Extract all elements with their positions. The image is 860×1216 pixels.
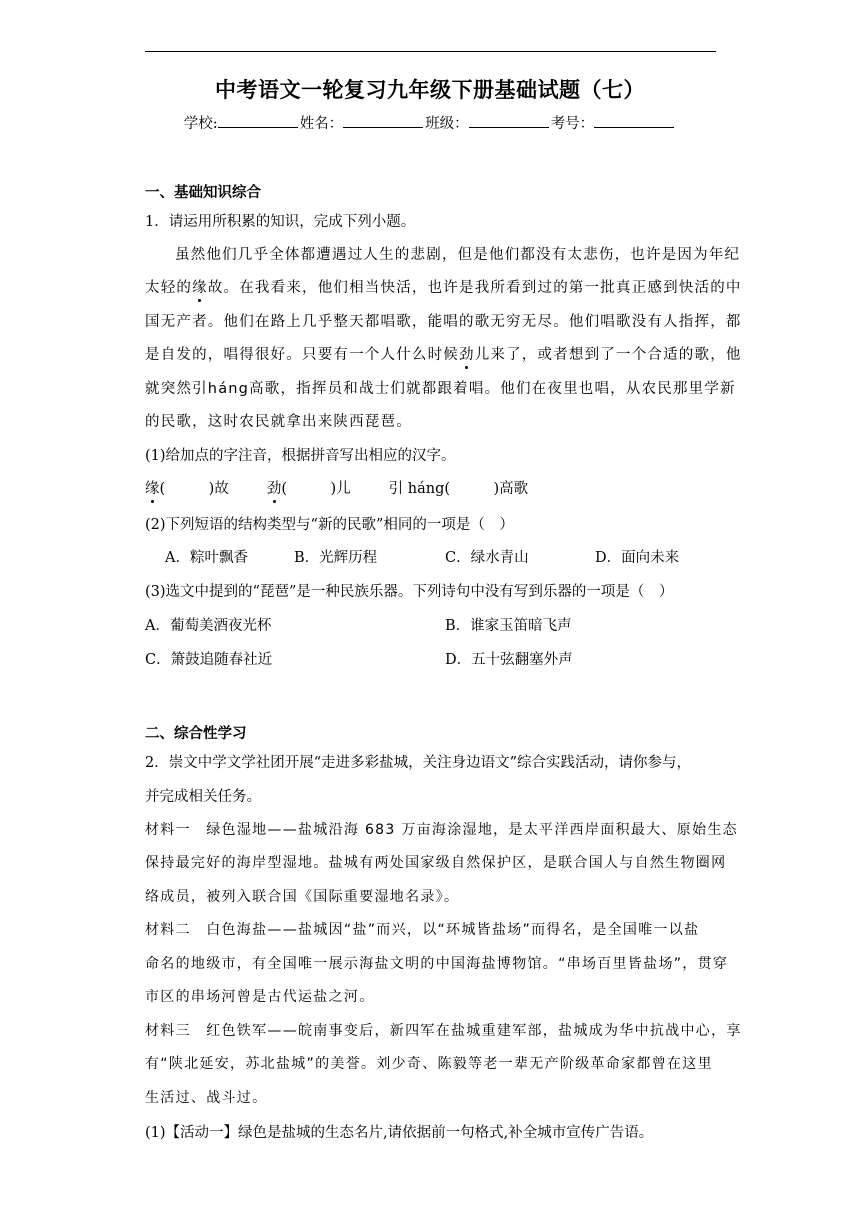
passage-line: 虽然他们几乎全体都遭遇过人生的悲剧，但是他们都没有太悲伤，也许是因为年纪 (175, 247, 741, 263)
material-line: 络成员，被列入联合国《国际重要湿地名录》。 (145, 889, 460, 905)
section-heading-1: 一、基础知识综合 (145, 184, 261, 201)
question-2-prompt: 2．崇文中学文学社团开展“走进多彩盐城，关注身边语文”综合实践活动，请你参与， (145, 755, 692, 771)
student-info-line (0, 112, 860, 133)
answer-blank[interactable]: 引 háng( )高歌 (388, 481, 529, 497)
passage-line: 的民歌，这时农民就拿出来陕西琵琶。 (145, 414, 412, 430)
dotted-char: 劲 (266, 481, 282, 497)
passage-line: 太轻的缘故。在我看来，他们相当快活，也许是我所看到过的第一批真正感到快活的中 (145, 280, 742, 296)
dotted-char: 劲 (459, 347, 475, 363)
class-label: 班级： (425, 116, 469, 132)
sub-question-2: (2)下列短语的结构类型与“新的民歌”相同的一项是（ ） (145, 517, 514, 533)
number-blank[interactable] (594, 113, 674, 128)
sub-question-1: (1)给加点的字注音，根据拼音写出相应的汉字。 (145, 448, 456, 464)
material-line: 生活过、战斗过。 (145, 1090, 268, 1106)
passage-line: 是自发的，唱得很好。只要有一个人什么时候劲儿来了，或者想到了一个合适的歌，他 (145, 347, 742, 363)
material-line: 材料三 红色铁军——皖南事变后，新四军在盐城重建军部，盐城成为华中抗战中心，享 (145, 1023, 742, 1039)
question-1-prompt: 1．请运用所积累的知识，完成下列小题。 (145, 214, 416, 230)
option-c[interactable]: C．箫鼓追随春社近 (145, 652, 273, 668)
answer-blank[interactable]: ( )故 (159, 481, 229, 497)
dotted-char: 缘 (192, 280, 208, 296)
option-a[interactable]: A．葡萄美酒夜光杯 (145, 618, 272, 634)
material-line: 命名的地级市，有全国唯一展示海盐文明的中国海盐博物馆。“串场百里皆盐场”，贯穿 (145, 956, 729, 972)
number-label: 考号： (550, 116, 595, 132)
option-a[interactable]: A．粽叶飘香 (165, 550, 248, 566)
name-blank[interactable] (343, 113, 423, 128)
passage-line: 就突然引háng高歌，指挥员和战士们就都跟着唱。他们在夜里也唱，从农民那里学新 (145, 381, 736, 397)
answer-blank[interactable]: ( )儿 (281, 481, 351, 497)
school-label: 学校: (183, 116, 218, 132)
question-2-prompt-cont: 并完成相关任务。 (145, 789, 261, 805)
sub-question-3: (3)选文中提到的“琵琶”是一种民族乐器。下列诗句中没有写到乐器的一项是（ ） (145, 584, 674, 600)
section-heading-2: 二、综合性学习 (145, 725, 247, 742)
option-b[interactable]: B．谁家玉笛暗飞声 (445, 618, 572, 634)
activity-1-prompt: (1)【活动一】绿色是盐城的生态名片,请依据前一句格式,补全城市宣传广告语。 (145, 1125, 654, 1141)
sub-question-1-items (145, 477, 528, 498)
name-label: 姓名： (299, 116, 344, 132)
option-d[interactable]: D．面向未来 (595, 550, 680, 566)
header-rule (145, 51, 716, 52)
material-line: 有“陕北延安，苏北盐城”的美誉。刘少奇、陈毅等老一辈无产阶级革命家都曾在这里 (145, 1056, 713, 1072)
class-blank[interactable] (469, 113, 549, 128)
page-title: 中考语文一轮复习九年级下册基础试题（七） (215, 77, 645, 102)
material-line: 材料一 绿色湿地——盐城沿海 683 万亩海涂湿地，是太平洋西岸面积最大、原始生态 (145, 822, 738, 838)
material-line: 材料二 白色海盐——盐城因“盐”而兴，以“环城皆盐场”而得名，是全国唯一以盐 (145, 922, 700, 938)
material-line: 保持最完好的海岸型湿地。盐城有两处国家级自然保护区，是联合国人与自然生物圈网 (145, 855, 727, 871)
dotted-char: 缘 (145, 481, 160, 497)
option-c[interactable]: C．绿水青山 (445, 550, 529, 566)
material-line: 市区的串场河曾是古代运盐之河。 (145, 989, 375, 1005)
school-blank[interactable] (218, 113, 298, 128)
option-d[interactable]: D．五十弦翻塞外声 (445, 652, 573, 668)
option-b[interactable]: B．光辉历程 (294, 550, 378, 566)
passage-line: 国无产者。他们在路上几乎整天都唱歌，能唱的歌无穷无尽。他们唱歌没有人指挥，都 (145, 314, 742, 330)
